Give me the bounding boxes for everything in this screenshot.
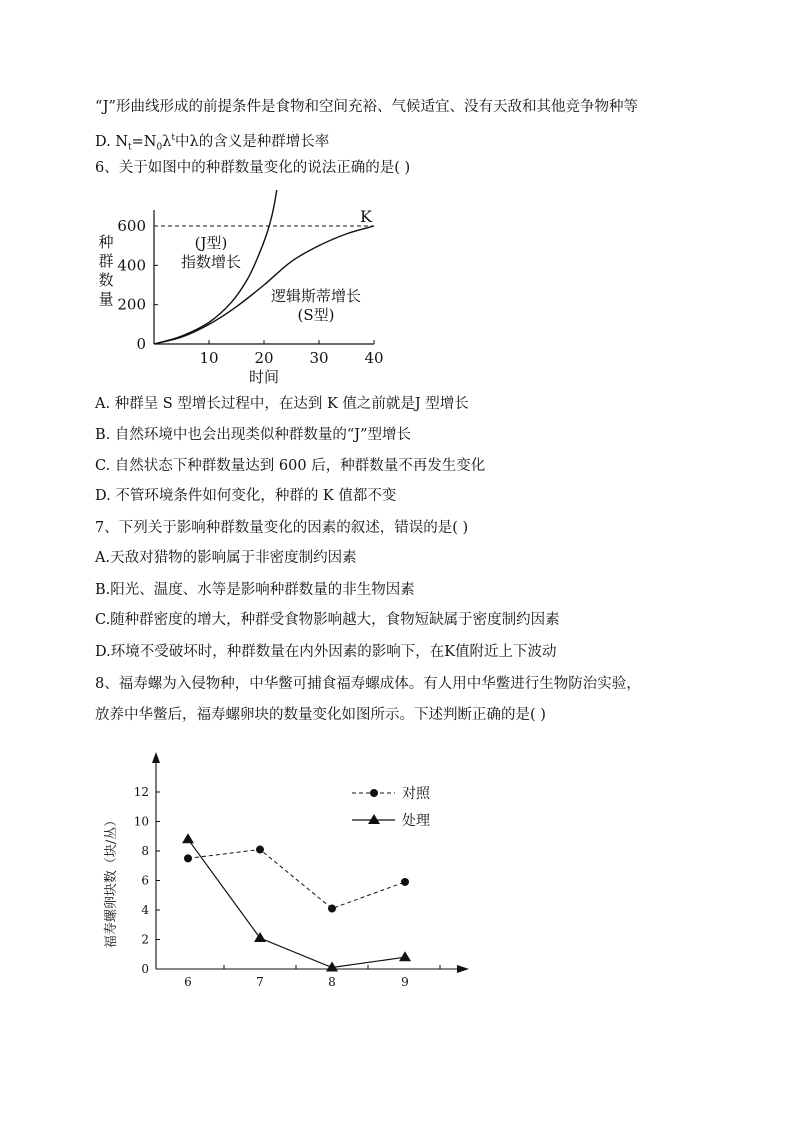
question-6-option-c[interactable]: C. 自然状态下种群数量达到 600 后，种群数量不再发生变化	[95, 458, 486, 474]
chart1-y-axis-title-char: 群	[98, 252, 114, 270]
chart1-x-tick-label: 40	[364, 349, 384, 367]
chart1-y-axis-title-char: 量	[98, 290, 114, 308]
chart2-y-arrow	[152, 752, 160, 763]
chart1-s-label-2: (S型)	[297, 306, 335, 324]
chart1-y-axis-title-char: 数	[98, 271, 114, 289]
text-line-option-d-formula	[95, 128, 329, 158]
chart1-y-tick-label: 200	[117, 295, 146, 314]
chart1-k-label: K	[360, 207, 372, 226]
chart2-legend-control-marker	[370, 789, 378, 797]
chart1-j-label: (J型)	[194, 234, 228, 252]
question-7-option-c[interactable]: C.随种群密度的增大，种群受食物影响越大，食物短缺属于密度制约因素	[95, 612, 560, 628]
chart1-j-label-2: 指数增长	[180, 253, 242, 271]
question-7: 7、下列关于影响种群数量变化的因素的叙述，错误的是( )	[95, 520, 469, 536]
question-8-line-1: 8、福寿螺为入侵物种，中华鳖可捕食福寿螺成体。有人用中华鳖进行生物防治实验，	[95, 676, 641, 692]
chart2-legend-treatment-marker	[368, 814, 380, 824]
chart2-series-control-line	[188, 850, 405, 909]
chart2-treatment-point	[254, 932, 266, 942]
chart2-x-tick-label: 6	[184, 975, 192, 989]
question-7-option-d[interactable]: D.环境不受破坏时，种群数量在内外因素的影响下，在K值附近上下波动	[95, 644, 557, 660]
chart1-y-tick-label: 400	[117, 256, 146, 275]
chart2-x-tick-label: 9	[401, 975, 409, 989]
chart2-series-treatment-line	[188, 839, 405, 967]
chart2-y-tick-label: 8	[141, 844, 149, 858]
chart2-x-tick-label: 8	[328, 975, 336, 989]
chart1-x-tick-label: 30	[309, 349, 329, 367]
chart1-y-tick-label: 600	[117, 217, 146, 235]
chart2-control-point	[256, 846, 264, 854]
chart2-legend-treatment-label: 处理	[402, 813, 430, 829]
chart2-y-axis-title: 福寿螺卵块数（块/丛）	[104, 813, 119, 949]
formula-prefix: D. N	[95, 133, 129, 150]
question-6-option-a[interactable]: A. 种群呈 S 型增长过程中，在达到 K 值之前就是J 型增长	[95, 396, 469, 412]
question-6-option-d[interactable]: D. 不管环境条件如何变化，种群的 K 值都不变	[95, 488, 397, 504]
chart2-treatment-point	[182, 833, 194, 843]
chart2-control-point	[184, 854, 192, 862]
chart2-control-point	[328, 905, 336, 913]
question-7-option-b[interactable]: B.阳光、温度、水等是影响种群数量的非生物因素	[95, 582, 415, 598]
chart2-legend-control-label: 对照	[402, 786, 430, 802]
question-6-option-b[interactable]: B. 自然环境中也会出现类似种群数量的“J”型增长	[95, 427, 412, 443]
chart2-x-tick-label: 7	[256, 975, 264, 989]
chart1-y-tick-label: 0	[136, 335, 146, 353]
chart2-y-tick-label: 4	[141, 903, 149, 917]
chart2-control-point	[401, 878, 409, 886]
formula-mid: =N	[131, 133, 157, 150]
chart2-y-tick-label: 0	[141, 962, 149, 976]
chart2-treatment-point	[399, 951, 411, 961]
chart2-y-tick-label: 2	[141, 932, 149, 947]
chart2-y-tick-label: 12	[133, 785, 149, 799]
chart2-x-arrow	[457, 965, 469, 973]
question-7-option-a[interactable]: A.天敌对猎物的影响属于非密度制约因素	[95, 550, 357, 566]
question-8-line-2: 放养中华鳖后，福寿螺卵块的数量变化如图所示。下述判断正确的是( )	[95, 707, 546, 723]
formula-suffix: 中λ的含义是种群增长率	[175, 133, 330, 150]
chart1-s-label: 逻辑斯蒂增长	[270, 287, 362, 305]
formula-sup-t: t	[171, 133, 176, 143]
chart1-y-axis-title-char: 种	[98, 233, 114, 251]
formula-sub-0: 0	[156, 142, 163, 153]
chart1-s-curve	[154, 226, 374, 344]
chart1-x-tick-label: 20	[254, 349, 274, 367]
formula-lambda: λ	[162, 133, 172, 150]
text-line-j-curve: “J”形曲线形成的前提条件是食物和空间充裕、气候适宜、没有天敌和其他竞争物种等	[95, 99, 638, 115]
chart1-x-axis-title: 时间	[248, 368, 280, 386]
chart2-y-tick-label: 6	[141, 873, 149, 888]
population-growth-chart	[90, 190, 410, 390]
formula-sub-t: t	[128, 142, 132, 153]
chart2-y-tick-label: 10	[133, 814, 149, 829]
snail-egg-chart	[100, 745, 480, 995]
question-6: 6、关于如图中的种群数量变化的说法正确的是( )	[95, 160, 411, 176]
chart1-x-tick-label: 10	[199, 349, 219, 367]
